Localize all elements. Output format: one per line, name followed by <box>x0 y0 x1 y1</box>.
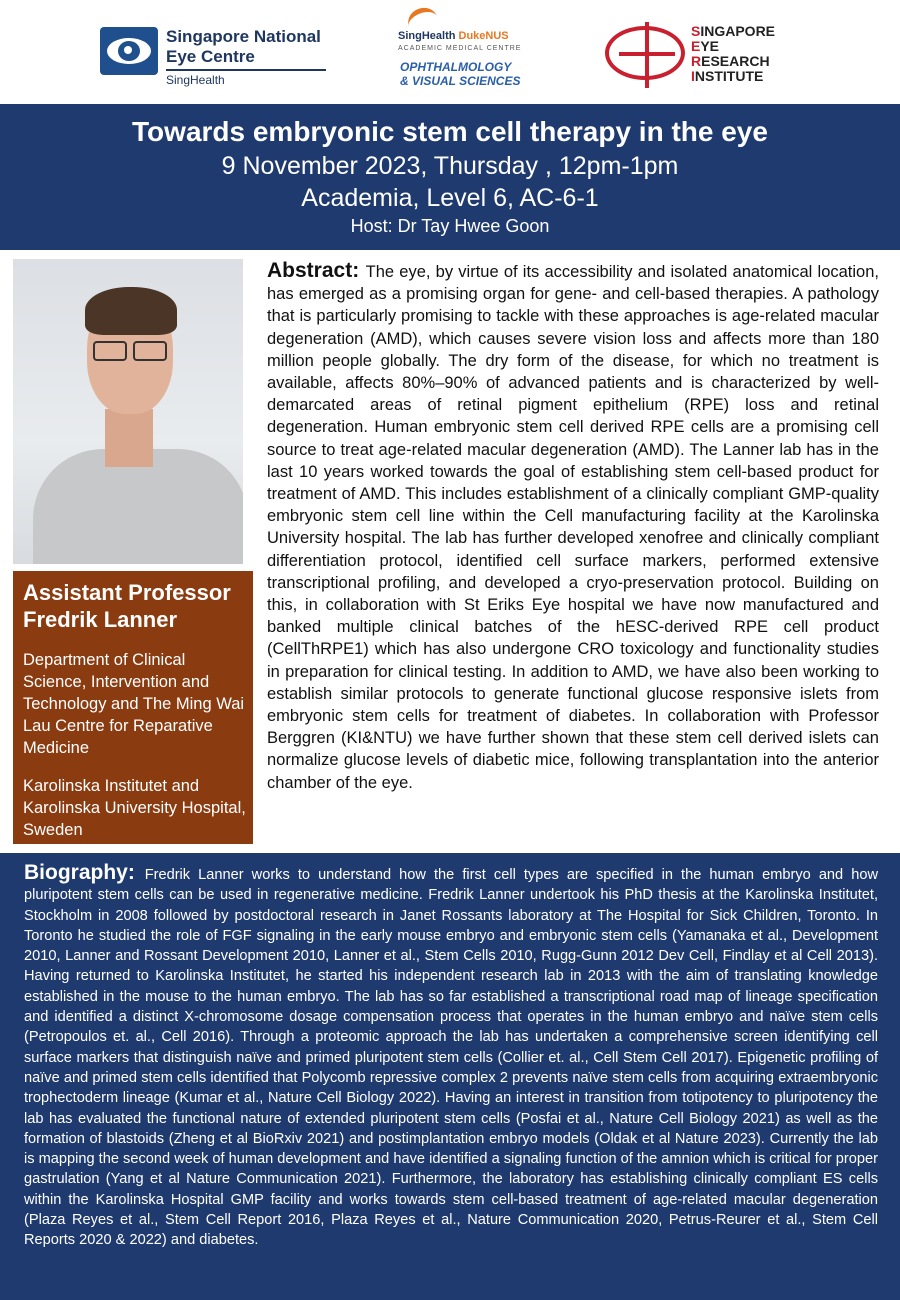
duke-nus-logo <box>398 8 528 96</box>
event-venue: Academia, Level 6, AC-6-1 <box>301 184 599 212</box>
speaker-department: Department of Clinical Science, Intervention and Technology and The Ming Wai Lau Centre for Reparative Medicine <box>23 651 245 757</box>
speaker-card <box>13 571 253 844</box>
seri-logo <box>605 22 805 88</box>
snec-logo <box>100 27 330 89</box>
abstract-section <box>267 260 879 840</box>
duke-logo-dukenus: DukeNUS <box>458 30 509 42</box>
seri-logo-text: SINGAPORE EYE RESEARCH INSTITUTE <box>691 23 776 84</box>
speaker-photo <box>13 259 243 564</box>
speaker-title: Assistant Professor Fredrik Lanner <box>23 580 231 632</box>
event-title: Towards embryonic stem cell therapy in the eye <box>132 116 768 147</box>
speaker-institution: Karolinska Institutet and Karolinska University Hospital, Sweden <box>23 777 246 839</box>
biography-label: Biography: <box>24 861 145 884</box>
duke-logo-amc: ACADEMIC MEDICAL CENTRE <box>398 45 522 52</box>
duke-logo-oph1: OPHTHALMOLOGY <box>400 60 512 74</box>
biography-section <box>0 853 900 1300</box>
duke-logo-singhealth: SingHealth <box>398 30 456 42</box>
abstract-text: The eye, by virtue of its accessibility and isolated anatomical location, has emerged as a promising organ for gene- and cell-based therapies. A pathology that is particularly promising to tackle with these approaches is age-related macular degeneration (AMD), which causes severe vision loss and affects more than 180 million people globally. The dry form of the disease, for which no treatment is available, affects 80%–90% of advanced patients and is characterized by well-demarcated areas of retinal pigment epithelium (RPE) loss and retinal degeneration. Human embryonic stem cell derived RPE cells are a promising cell source to treat age-related macular degeneration (AMD). The Lanner lab has in the last 10 years worked towards the goal of establishing stem cell-based product for treatment of AMD. This includes establishment of a clinically compliant GMP-quality embryonic stem cell line within the Cell manufacturing facility at the Karolinska University hospital. The lab has further developed xenofree and clinically compliant differentiation protocol, identified cell surface markers, performed extensive transcriptional profiling, and developed a cryo-preservation protocol. Building on this, in collaboration with St Eriks Eye hospital we have now manufactured and banked multiple clinical batches of the hESC-derived RPE cell product (CellThRPE1) which has also undergone CRO toxicology and functionality studies in preparation for clinical testing. In addition to AMD, we have also been working to establish similar protocols to generate functional glucose responsive islets from embryonic stem cells for treatment of diabetes. In collaboration with Professor Berggren (KI&NTU) we have further shown that these stem cell derived islets can normalize glucose levels of diabetic mice, following transplantation into the anterior chamber of the eye. <box>267 263 879 792</box>
event-date: 9 November 2023, Thursday , 12pm-1pm <box>221 152 679 180</box>
eye-icon <box>100 27 158 75</box>
abstract-label: Abstract: <box>267 259 366 282</box>
logo-bar <box>0 0 900 104</box>
duke-logo-oph2: & VISUAL SCIENCES <box>400 74 521 88</box>
snec-logo-name: Singapore National Eye Centre <box>166 27 321 66</box>
event-host: Host: Dr Tay Hwee Goon <box>350 216 550 236</box>
title-band <box>0 104 900 250</box>
biography-text: Fredrik Lanner works to understand how the first cell types are specified in the human embryo and how pluripotent stem cells can be used in regenerative medicine. Fredrik Lanner undertook his PhD thesis at the Karolinska Institutet, Stockholm in 2008 followed by postdoctoral research in Janet Rossants laboratory at The Hospital for Sick Children, Toronto. In Toronto he studied the role of FGF signaling in the early mouse embryo and embryonic stem cells (Yamanaka et al., Development 2010, Lanner and Rossant Development 2010, Lanner et al., Stem Cells 2010, Rugg-Gunn 2012 Dev Cell, Findlay et al Cell 2013). Having returned to Karolinska Institutet, he started his independent research lab in 2013 with the aim of translating knowledge established in the mouse to the human embryo. The lab has so far established a transcriptional road map of lineage specification and identified a distinct X-chromosome dosage compensation process that operates in the human embryo and naïve stem cells (Petropoulos et. al., Cell 2016). Through a proteomic approach the lab has undertaken a comprehensive screen identifying cell surface markers that distinguish naïve and primed pluripotent stem cells (Collier et. al., Cell Stem Cell 2017). Epigenetic profiling of naïve and primed stem cells identified that Polycomb repressive complex 2 prevents naïve stem cells from acquiring extraembryonic trophectoderm lineage (Kumar et al., Nature Cell Biology 2022). Having an interest in transition from totipotency to pluripotency the lab has evaluated the functional nature of extended pluripotent stem cells (Posfai et al., Nature Cell Biology 2021) as well as the formation of blastoids (Zheng et al BioRxiv 2021) and postimplantation embryo models (Oldak et al Nature 2023). Currently the lab is mapping the second week of human development and have identified a signaling function of the amnion which is critical for proper gastrulation (Yang et al Nature Communication 2021). Furthermore, the laboratory has establishing clinically compliant ES cells within the Karolinska Hospital GMP facility and works towards stem cell-based treatment of age-related macular degeneration (Plaza Reyes et al., Stem Cell Report 2016, Plaza Reyes et al., Nature Communication 2020, Petrus-Reurer et al., Stem Cell Reports 2020 & 2022) and diabetes. <box>24 867 879 1249</box>
snec-logo-sub: SingHealth <box>166 73 225 87</box>
seri-eye-icon <box>605 26 685 80</box>
